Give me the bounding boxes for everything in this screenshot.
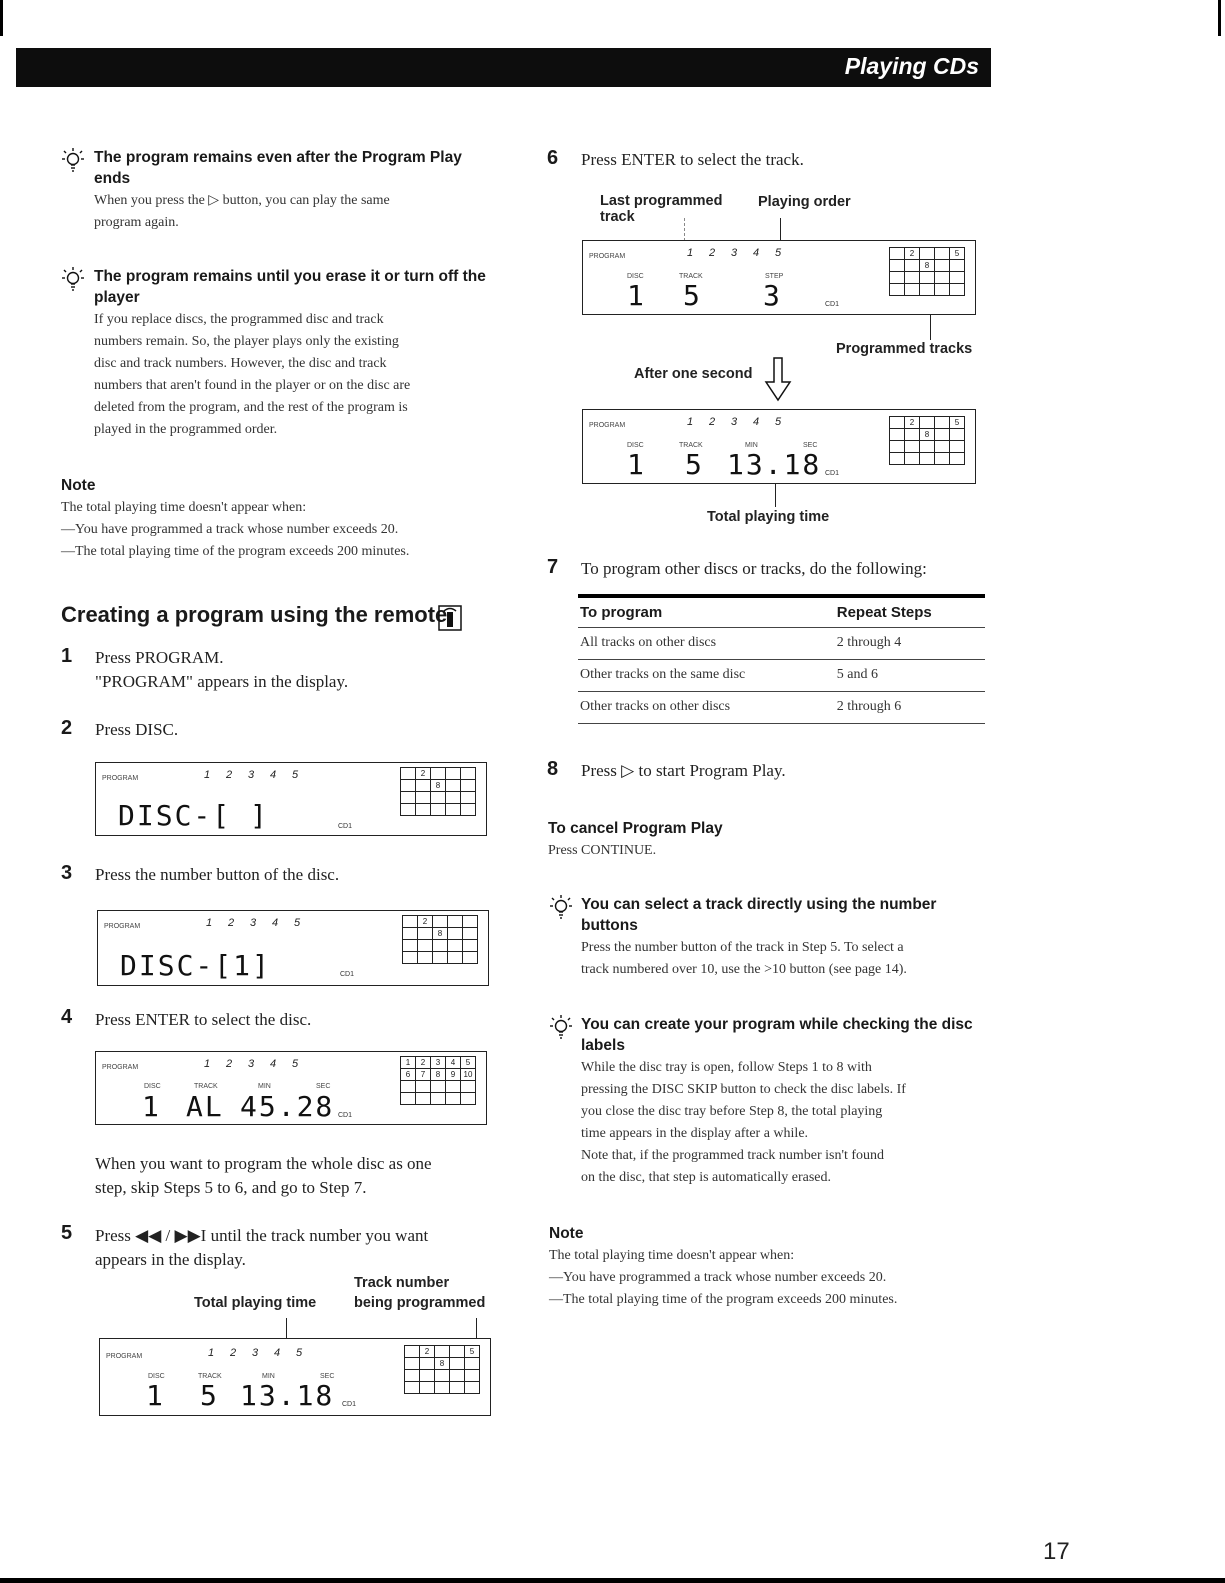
hint-bulb-icon: [60, 265, 86, 293]
step-number: 1: [61, 645, 73, 667]
note-body: The total playing time doesn't appear when: —You have programmed a track whose number exceeds 20. —The total playing time of the program exceeds 200 minutes.: [549, 1248, 898, 1307]
step-number: 4: [61, 1006, 73, 1028]
table-row: All tracks on other discs 2 through 4: [578, 628, 985, 660]
lcd-display: PROGRAM 1 2 3 4 5 DISC-[ ] CD1 2 8: [95, 762, 487, 836]
step-number: 6: [547, 147, 559, 169]
step-text: Press ENTER to select the track.: [581, 150, 804, 169]
arrow-down-icon: [764, 356, 792, 402]
page-edge-left: [0, 0, 3, 36]
lcd-grid: 2 8: [400, 767, 476, 816]
step-text: Press ◀◀ / ▶▶I until the track number you want appears in the display.: [95, 1226, 429, 1269]
repeat-steps-table: [578, 594, 985, 724]
section-title: Playing CDs: [844, 53, 979, 79]
lcd-grid: 2 5 8: [889, 247, 965, 296]
table-row: Other tracks on other discs 2 through 6: [578, 692, 985, 724]
section-heading: Creating a program using the remote: [61, 602, 448, 627]
tip-body: Press the number button of the track in Step 5. To select a track numbered over 10, use the >10 button (see page 14).: [581, 940, 907, 977]
lcd-grid: 2 8: [402, 915, 478, 964]
lcd-display: PROGRAM 1 2 3 4 5 DISC TRACK MIN SEC 1 5 13.18 CD1 2 5 8: [99, 1338, 491, 1416]
step-number: 5: [61, 1222, 73, 1244]
page-number: 17: [1043, 1538, 1070, 1565]
callout-label: Track number: [354, 1275, 450, 1291]
note-title: Note: [61, 477, 96, 494]
step-text: Press ▷ to start Program Play.: [581, 761, 786, 780]
bottom-rule: [0, 1578, 1225, 1583]
callout-label: Playing order: [758, 194, 851, 210]
step-text: Press PROGRAM. "PROGRAM" appears in the display.: [95, 648, 349, 691]
lcd-grid: 2 5 8: [889, 416, 965, 465]
lcd-grid: 2 5 8: [404, 1345, 480, 1394]
tip-body: While the disc tray is open, follow Steps 1 to 8 with pressing the DISC SKIP button to check the disc labels. If you close the disc tray before Step 8, the total playing time appears in the display after a while. Note that, if the programmed track number isn't found on the disc, that step is automatically erased.: [581, 1060, 906, 1185]
step-note: When you want to program the whole disc as one step, skip Steps 5 to 6, and go to Step 7.: [95, 1154, 432, 1197]
lcd-display: PROGRAM 1 2 3 4 5 DISC TRACK MIN SEC 1 AL 45.28 CD1 1 2 3 4 5 6 7 8 9 10: [95, 1051, 487, 1125]
hint-bulb-icon: [60, 146, 86, 174]
table-header: Repeat Steps: [835, 596, 985, 628]
section-header: [16, 48, 991, 87]
tip-heading: You can create your program while checking the disc labels: [581, 1016, 973, 1054]
lcd-text: DISC-[ ]: [118, 799, 269, 832]
table-header: To program: [578, 596, 835, 628]
lcd-display: PROGRAM 1 2 3 4 5 DISC TRACK MIN SEC 1 5 13.18 CD1 2 5 8: [582, 409, 976, 484]
hint-bulb-icon: [548, 1013, 574, 1041]
step-text: Press ENTER to select the disc.: [95, 1010, 312, 1029]
step-number: 3: [61, 862, 73, 884]
step-number: 7: [547, 556, 559, 578]
table-row: Other tracks on the same disc 5 and 6: [578, 660, 985, 692]
lcd-text: DISC-[1]: [120, 949, 271, 982]
leader-line: [930, 314, 931, 340]
hint-bulb-icon: [548, 893, 574, 921]
note-body: The total playing time doesn't appear when: —You have programmed a track whose number exceeds 20. —The total playing time of the program exceeds 200 minutes.: [61, 500, 410, 559]
lcd-display: PROGRAM 1 2 3 4 5 DISC TRACK STEP 1 5 3 CD1 2 5 8: [582, 240, 976, 315]
step-number: 2: [61, 717, 73, 739]
tip-heading: [94, 147, 462, 189]
tip-heading-line: ends: [94, 170, 131, 187]
tip-body: When you press the ▷ button, you can play the same program again.: [94, 193, 390, 230]
step-number: 8: [547, 758, 559, 780]
step-text: Press the number button of the disc.: [95, 865, 340, 884]
callout-label: Programmed tracks: [836, 341, 973, 357]
tip-heading: You can select a track directly using the number buttons: [581, 896, 937, 934]
tip-heading: The program remains until you erase it or turn off the player: [94, 268, 486, 306]
lcd-grid: 1 2 3 4 5 6 7 8 9 10: [400, 1056, 476, 1105]
leader-line: [775, 483, 776, 507]
subheading-body: Press CONTINUE.: [548, 843, 657, 858]
callout-label: Last programmed track: [600, 193, 723, 225]
lcd-display: PROGRAM 1 2 3 4 5 DISC-[1] CD1 2 8: [97, 910, 489, 986]
step-text: Press DISC.: [95, 720, 179, 739]
callout-label: being programmed: [354, 1295, 486, 1311]
remote-icon: [438, 605, 462, 631]
tip-heading-line: The program remains even after the Program Play: [94, 149, 462, 166]
callout-label: Total playing time: [707, 509, 830, 525]
page-edge-right: [1218, 0, 1221, 36]
callout-label: After one second: [634, 366, 753, 382]
step-text: To program other discs or tracks, do the following:: [581, 559, 927, 578]
tip-body: If you replace discs, the programmed disc and track numbers remain. So, the player plays only the existing disc and track numbers. However, the disc and track numbers that aren't found in the player or on the disc are deleted from the program, and the rest of the program is played in the programmed order.: [94, 312, 411, 437]
subheading: To cancel Program Play: [548, 820, 723, 837]
note-title: Note: [549, 1225, 584, 1242]
callout-label: Total playing time: [194, 1295, 317, 1311]
